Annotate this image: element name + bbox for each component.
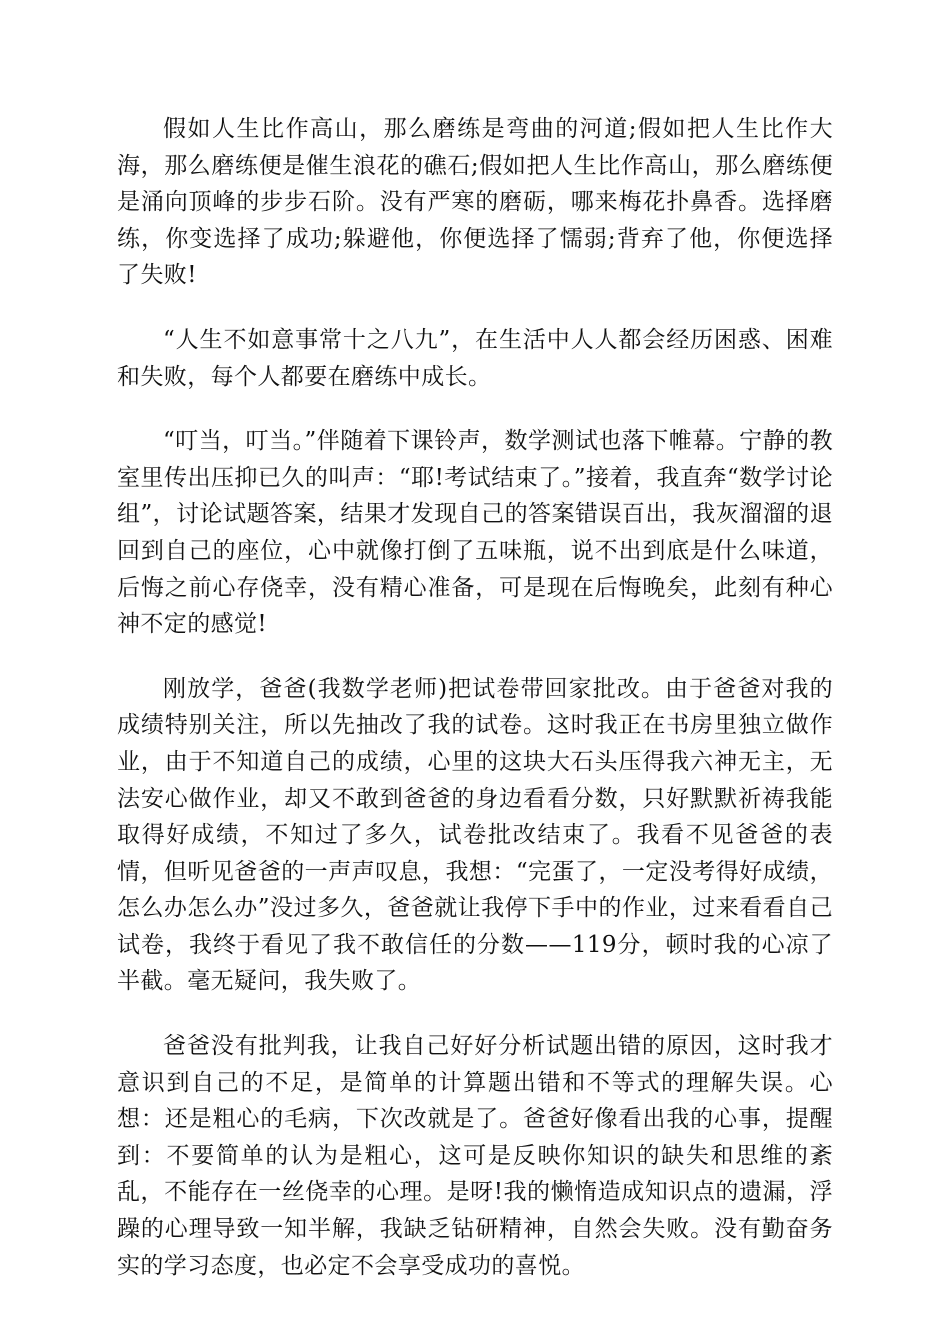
paragraph-2: “人生不如意事常十之八九”，在生活中人人都会经历困惑、困难和失败，每个人都要在磨练中成长。 [117,326,833,390]
paragraph-5: 爸爸没有批判我，让我自己好好分析试题出错的原因，这时我才意识到自己的不足，是简单的计算题出错和不等式的理解失误。心想：还是粗心的毛病，下次改就是了。爸爸好像看出我的心事，提醒到：不要简单的认为是粗心，这可是反映你知识的缺失和思维的紊乱，不能存在一丝侥幸的心理。是呀!我的懒惰造成知识点的遗漏，浮躁的心理导致一知半解，我缺乏钻研精神，自然会失败。没有勤奋务实的学习态度，也必定不会享受成功的喜悦。 [117,1033,833,1279]
document-body [117,111,833,1284]
paragraph-4: 刚放学，爸爸(我数学老师)把试卷带回家批改。由于爸爸对我的成绩特别关注，所以先抽改了我的试卷。这时我正在书房里独立做作业，由于不知道自己的成绩，心里的这块大石头压得我六神无主，无法安心做作业，却又不敢到爸爸的身边看看分数，只好默默祈祷我能取得好成绩，不知过了多久，试卷批改结束了。我看不见爸爸的表情，但听见爸爸的一声声叹息，我想：“完蛋了，一定没考得好成绩，怎么办怎么办”没过多久，爸爸就让我停下手中的作业，过来看看自己试卷，我终于看见了我不敢信任的分数——119分，顿时我的心凉了半截。毫无疑问，我失败了。 [117,675,833,995]
paragraph-1: 假如人生比作高山，那么磨练是弯曲的河道;假如把人生比作大海，那么磨练便是催生浪花的礁石;假如把人生比作高山，那么磨练便是涌向顶峰的步步石阶。没有严寒的磨砺，哪来梅花扑鼻香。选择磨练，你变选择了成功;躲避他，你便选择了懦弱;背弃了他，你便选择了失败! [117,116,833,289]
paragraph-3: “叮当，叮当。”伴随着下课铃声，数学测试也落下帷幕。宁静的教室里传出压抑已久的叫声：“耶!考试结束了。”接着，我直奔“数学讨论组”，讨论试题答案，结果才发现自己的答案错误百出，我灰溜溜的退回到自己的座位，心中就像打倒了五味瓶，说不出到底是什么味道，后悔之前心存侥幸，没有精心准备，可是现在后悔晚矣，此刻有种心神不定的感觉! [117,428,833,638]
